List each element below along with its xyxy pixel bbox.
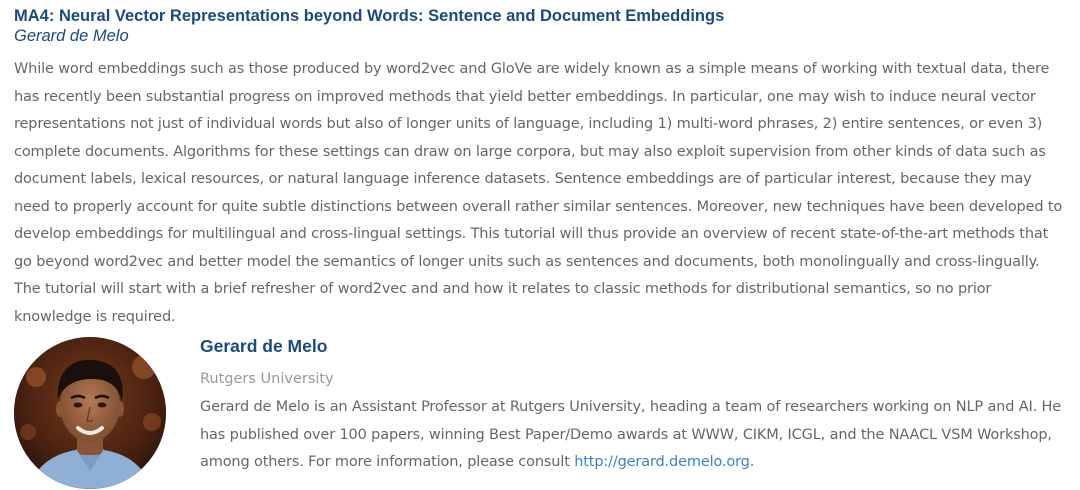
tutorial-abstract: While word embeddings such as those produced by word2vec and GloVe are widely known as a simple means of working with textual data, there has recently been substantial progress on improved methods that yield better embeddings. In particular, one may wish to induce neural vector representations not just of individual words but also of longer units of language, including 1) multi-word phrases, 2) entire sentences, or even 3) complete documents. Algorithms for these settings can draw on large corpora, but may also exploit supervision from other kinds of data such as document labels, lexical resources, or natural language inference datasets. Sentence embeddings are of particular interest, because they may need to properly account for quite subtle distinctions between overall rather similar sentences. Moreover, new techniques have been developed to develop embeddings for multilingual and cross-lingual settings. This tutorial will thus provide an overview of recent state-of-the-art methods that go beyond word2vec and better model the semantics of longer units such as sentences and documents, both monolingually and cross-lingually. The tutorial will start with a brief refresher of word2vec and and how it relates to classic methods for distributional semantics, so no prior knowledge is required. (14, 61, 1063, 325)
speaker-description (200, 394, 1070, 477)
speaker-bio (14, 336, 1070, 486)
tutorial-section (14, 6, 1070, 331)
speaker-photo (14, 337, 166, 489)
speaker-name: Gerard de Melo (200, 336, 328, 356)
speaker-affiliation: Rutgers University (200, 371, 334, 387)
speaker-bio-text: Gerard de Melo is an Assistant Professor at Rutgers University, heading a team of researchers working on NLP and AI. He has published over 100 papers, winning Best Paper/Demo awards at WWW, CIKM, ICGL, and the NAACL VSM Workshop, among others. For more information, please consult (200, 399, 1062, 470)
speaker-portrait-icon (14, 337, 166, 489)
speaker-bio-end: . (749, 454, 755, 470)
tutorial-title-text: Neural Vector Representations beyond Words: Sentence and Document Embeddings (58, 7, 725, 25)
speaker-info (200, 336, 1070, 477)
speaker-homepage-link[interactable]: http://gerard.demelo.org (574, 454, 750, 470)
tutorial-title (14, 6, 1070, 26)
tutorial-code: MA4: (14, 7, 55, 25)
tutorial-presenter: Gerard de Melo (14, 27, 129, 45)
